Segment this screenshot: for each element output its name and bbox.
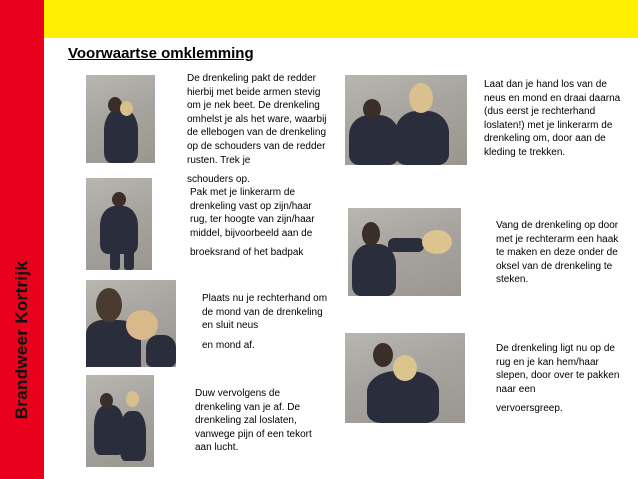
caption-step-1-text: De drenkeling pakt de redder hierbij met beide armen stevig om je nek beet. De drenkeling omhelst je als het ware, waarbij de ellebogen van de drenkeling op de schouders van de redder rusten. Trek je: [187, 73, 327, 166]
caption-step-3-text: Plaats nu je rechterhand om de mond van de drenkeling en sluit neus: [202, 293, 328, 332]
photo-step-3: [86, 280, 176, 367]
caption-step-3-tail: en mond af.: [202, 339, 255, 351]
sidebar-band: [0, 0, 44, 479]
caption-step-2-tail: broeksrand of het badpak: [190, 247, 304, 259]
photo-step-6: [348, 208, 461, 296]
caption-step-5-text: Laat dan je hand los van de neus en mond en draai daarna (dus eerst je rechterhand loslaten!) met je linkerarm de drenkeling om, door aan de kleding te trekken.: [484, 79, 621, 158]
photo-step-1: [86, 75, 155, 163]
photo-step-2: [86, 178, 152, 270]
top-banner: [44, 0, 638, 38]
photo-step-4: [86, 375, 154, 467]
caption-step-1-tail: schouders op.: [187, 174, 250, 186]
caption-step-4-text: Duw vervolgens de drenkeling van je af. De drenkeling zal loslaten, vanwege pijn of een tekort aan lucht.: [195, 388, 312, 454]
caption-step-6: [496, 219, 624, 287]
caption-step-7-tail: vervoersgreep.: [496, 403, 563, 415]
caption-step-3: [202, 292, 332, 352]
caption-step-1: [187, 72, 334, 187]
caption-step-2: [190, 186, 330, 260]
page-title: Voorwaartse omklemming: [68, 45, 254, 62]
photo-step-5: [345, 75, 467, 165]
caption-step-7: [496, 342, 626, 416]
caption-step-2-text: Pak met je linkerarm de drenkeling vast op zijn/haar rug, ter hoogte van zijn/haar middel, bijvoorbeeld aan de: [190, 187, 315, 239]
caption-step-6-text: Vang de drenkeling op door met je rechterarm een haak te maken en deze onder de oksel van de drenkeling te steken.: [496, 220, 619, 286]
photo-step-7: [345, 333, 465, 423]
caption-step-7-text: De drenkeling ligt nu op de rug en je kan hem/haar slepen, door over te pakken naar een: [496, 343, 620, 395]
sidebar-label: Brandweer Kortrijk: [12, 260, 31, 420]
caption-step-4: [195, 387, 323, 455]
caption-step-5: [484, 78, 624, 160]
